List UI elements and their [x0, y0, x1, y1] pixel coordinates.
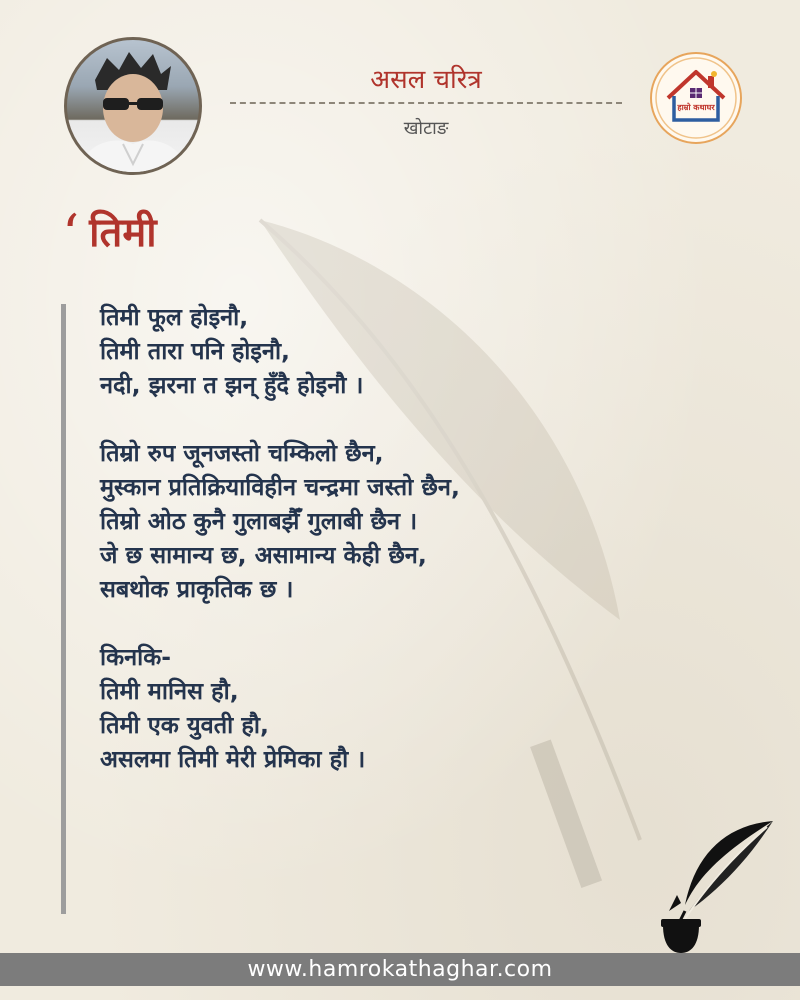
logo-text: हाम्रो कथाघर [677, 103, 715, 112]
poem-line: किनकि- [100, 643, 172, 671]
poet-location: खोटाङ [403, 118, 449, 139]
poem-line: असलमा तिमी मेरी प्रेमिका हौ । [100, 745, 366, 773]
header-divider [230, 102, 622, 104]
poem-line: तिमी मानिस हौ, [100, 677, 239, 705]
poem-line: तिमी एक युवती हौ, [100, 711, 269, 739]
poem-line: सबथोक प्राकृतिक छ । [100, 575, 294, 603]
poem-line: तिमी तारा पनि होइनौ, [100, 337, 290, 365]
author-avatar [64, 37, 202, 175]
poem-line: तिमी फूल होइनौ, [100, 303, 249, 331]
poem-body [100, 300, 660, 810]
poem-line: तिम्रो ओठ कुनै गुलाबझैँ गुलाबी छैन । [100, 507, 418, 535]
footer-website[interactable]: www.hamrokathaghar.com [0, 953, 800, 986]
poet-name: असल चरित्र [370, 65, 482, 95]
quote-mark-icon: ‘ [62, 203, 80, 266]
poem-left-bar [61, 304, 66, 914]
poem-line: मुस्कान प्रतिक्रियाविहीन चन्द्रमा जस्तो छैन, [100, 473, 460, 501]
poem-heading [62, 198, 157, 266]
quill-ink-icon [655, 815, 775, 955]
stanza-3 [100, 640, 660, 776]
poem-line: जे छ सामान्य छ, असामान्य केही छैन, [100, 541, 427, 569]
author-photo [67, 40, 199, 172]
poem-line: नदी, झरना त झन् हुँदै होइनौ । [100, 371, 364, 399]
site-logo[interactable] [650, 52, 742, 144]
stanza-2 [100, 436, 660, 606]
stanza-1 [100, 300, 660, 402]
house-logo-icon [652, 54, 740, 142]
poem-line: तिम्रो रुप जूनजस्तो चम्किलो छैन, [100, 439, 384, 467]
poem-title: तिमी [89, 209, 157, 256]
